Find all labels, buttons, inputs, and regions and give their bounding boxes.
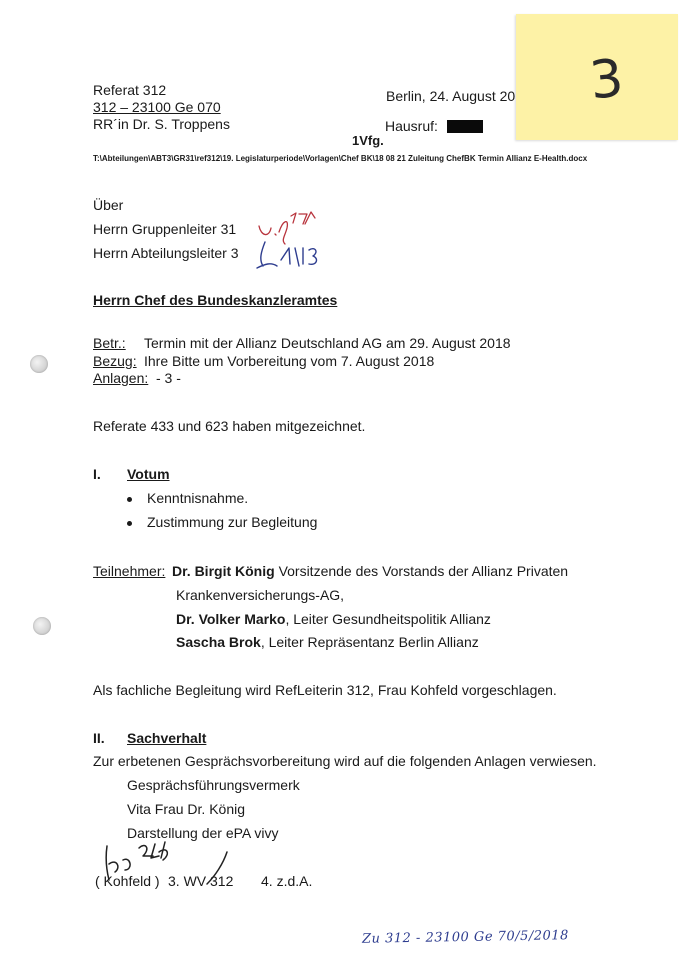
gruppenleiter: Herrn Gruppenleiter 31 xyxy=(93,221,237,237)
participant-3-name: Sascha Brok xyxy=(176,634,261,650)
initials-blue-signature xyxy=(255,238,335,274)
bullet-2 xyxy=(127,521,132,526)
participant-2-role: , Leiter Gesundheitspolitik Allianz xyxy=(285,611,491,627)
aktenzeichen: 312 – 23100 Ge 070 xyxy=(93,99,221,115)
participant-2-name: Dr. Volker Marko xyxy=(176,611,286,627)
bezug-text: Ihre Bitte um Vorbereitung vom 7. August 2018 xyxy=(144,353,435,369)
section1-title: Votum xyxy=(127,466,170,482)
redaction-bar xyxy=(447,120,483,133)
sticky-note xyxy=(516,14,678,140)
punch-hole-top xyxy=(30,355,48,373)
hausruf-label: Hausruf: xyxy=(385,118,438,134)
kohfeld: ( Kohfeld ) xyxy=(95,873,160,889)
participant-3 xyxy=(176,634,479,650)
participant-1-role2: Krankenversicherungs-AG, xyxy=(176,587,345,603)
mitgezeichnet: Referate 433 und 623 haben mitgezeichnet. xyxy=(93,418,366,434)
bezug-label: Bezug: xyxy=(93,353,137,369)
participant-1-role: Vorsitzende des Vorstands der Allianz Privaten xyxy=(278,563,569,579)
bullet-item-2: Zustimmung zur Begleitung xyxy=(147,514,318,530)
anlage-item-1: Gesprächsführungsvermerk xyxy=(127,777,300,793)
participant-2 xyxy=(176,611,491,627)
bearbeiter: RR´in Dr. S. Troppens xyxy=(93,116,230,132)
handwritten-reference: Zu 312 - 23100 Ge 70/5/2018 xyxy=(361,928,569,947)
section2-intro: Zur erbetenen Gesprächsvorbereitung wird auf die folgenden Anlagen verwiesen. xyxy=(93,753,597,769)
punch-hole-bottom xyxy=(33,617,51,635)
anlage-item-2: Vita Frau Dr. König xyxy=(127,801,246,817)
participant-1-name: Dr. Birgit König xyxy=(172,563,275,579)
section2-title: Sachverhalt xyxy=(127,730,207,746)
file-path: T:\Abteilungen\ABT3\GR31\ref312\19. Legislaturperiode\Vorlagen\Chef BK\18 08 21 Zuleitung ChefBK Termin Allianz E-Health.docx xyxy=(93,154,588,163)
anlage-item-3: Darstellung der ePA vivy xyxy=(127,825,279,841)
abteilungsleiter: Herrn Abteilungsleiter 3 xyxy=(93,245,239,261)
vfg: 1Vfg. xyxy=(352,133,384,148)
participants-label: Teilnehmer: xyxy=(93,563,166,579)
recipient: Herrn Chef des Bundeskanzleramtes xyxy=(93,292,338,308)
ueber-label: Über xyxy=(93,197,124,213)
betr-label: Betr.: xyxy=(93,335,126,351)
begleitung: Als fachliche Begleitung wird RefLeiterin 312, Frau Kohfeld vorgeschlagen. xyxy=(93,682,557,698)
bullet-item-1: Kenntnisnahme. xyxy=(147,490,249,506)
participant-3-role: , Leiter Repräsentanz Berlin Allianz xyxy=(260,634,479,650)
zda: 4. z.d.A. xyxy=(261,873,313,889)
section1-number: I. xyxy=(93,466,101,482)
participant-1 xyxy=(172,563,568,579)
wv-312: 3. WV 312 xyxy=(168,873,234,889)
bullet-1 xyxy=(127,497,132,502)
ort-datum: Berlin, 24. August 20 xyxy=(386,88,516,104)
anlagen-label: Anlagen: xyxy=(93,370,149,386)
referat: Referat 312 xyxy=(93,82,167,98)
betr-text: Termin mit der Allianz Deutschland AG am 29. August 2018 xyxy=(144,335,511,351)
anlagen-text: - 3 - xyxy=(156,370,181,386)
section2-number: II. xyxy=(93,730,105,746)
sticky-note-number: 3 xyxy=(586,48,627,112)
